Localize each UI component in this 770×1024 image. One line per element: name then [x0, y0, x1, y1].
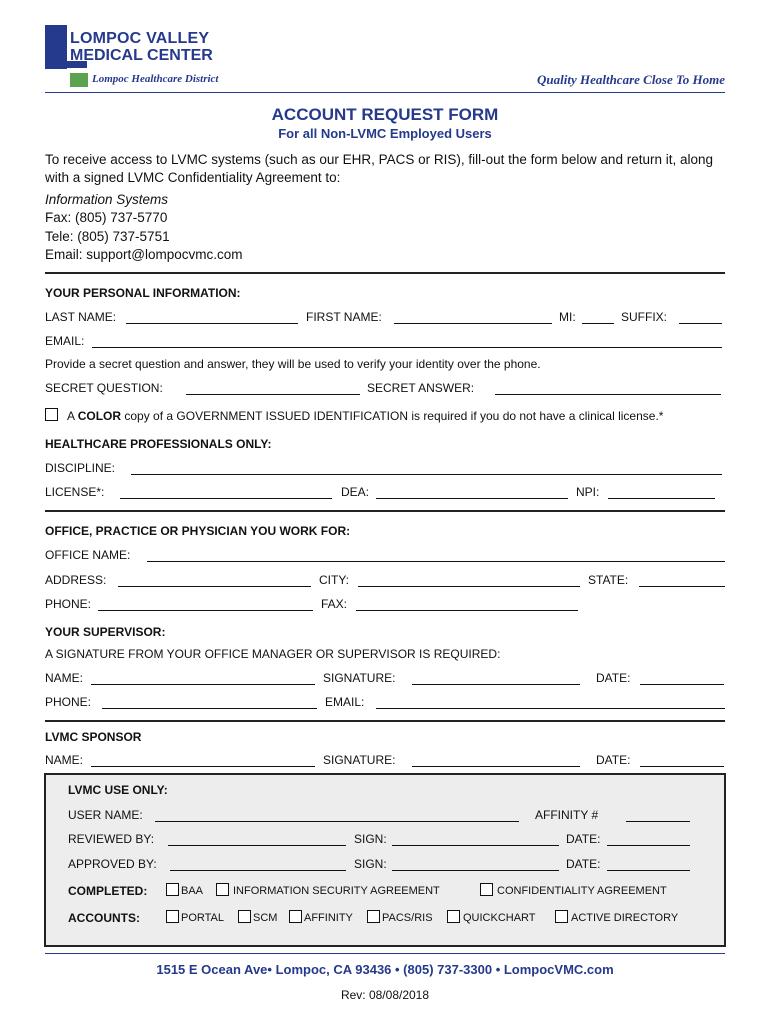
intro-text: To receive access to LVMC systems (such as our EHR, PACS or RIS), fill-out the form below and return it, along with a signed LVMC Confidentiality Agreement to: [45, 152, 713, 185]
secret-answer-label: SECRET ANSWER: [367, 381, 475, 395]
id-note-a: A [67, 409, 75, 423]
reviewed-by-label: REVIEWED BY: [68, 832, 155, 846]
last-name-label: LAST NAME: [45, 310, 117, 324]
quickchart-checkbox[interactable] [447, 910, 460, 923]
section-divider [45, 272, 725, 274]
last-name-field[interactable] [126, 323, 298, 324]
logo-line2: MEDICAL CENTER [70, 47, 213, 64]
page-subtitle: For all Non-LVMC Employed Users [278, 126, 492, 141]
supervisor-note: A SIGNATURE FROM YOUR OFFICE MANAGER OR SUPERVISOR IS REQUIRED: [45, 647, 501, 661]
address-label: ADDRESS: [45, 573, 107, 587]
approved-by-field[interactable] [170, 870, 346, 871]
first-name-field[interactable] [394, 323, 552, 324]
license-field[interactable] [120, 498, 332, 499]
footer-rule [45, 953, 725, 954]
sponsor-name-label: NAME: [45, 753, 84, 767]
section-healthcare-heading: HEALTHCARE PROFESSIONALS ONLY: [45, 437, 272, 451]
supervisor-name-field[interactable] [91, 684, 315, 685]
confidentiality-checkbox[interactable] [480, 883, 493, 896]
contact-email: Email: support@lompocvmc.com [45, 247, 243, 262]
city-label: CITY: [319, 573, 350, 587]
revision-date: Rev: 08/08/2018 [340, 988, 430, 1002]
sponsor-date-field[interactable] [640, 766, 724, 767]
discipline-field[interactable] [131, 474, 722, 475]
email-field[interactable] [92, 347, 722, 348]
reviewed-date-field[interactable] [607, 845, 690, 846]
supervisor-phone-field[interactable] [102, 708, 317, 709]
approved-date-field[interactable] [607, 870, 690, 871]
footer-address: 1515 E Ocean Ave• Lompoc, CA 93436 • (805) 737-3300 • LompocVMC.com [156, 962, 614, 977]
secret-question-label: SECRET QUESTION: [45, 381, 163, 395]
state-label: STATE: [588, 573, 629, 587]
sponsor-signature-label: SIGNATURE: [323, 753, 396, 767]
confidentiality-label: CONFIDENTIALITY AGREEMENT [497, 885, 667, 897]
supervisor-signature-label: SIGNATURE: [323, 671, 396, 685]
supervisor-signature-field[interactable] [412, 684, 580, 685]
office-name-label: OFFICE NAME: [45, 548, 131, 562]
section-personal-heading: YOUR PERSONAL INFORMATION: [45, 286, 241, 300]
active-directory-label: ACTIVE DIRECTORY [571, 912, 679, 924]
portal-checkbox[interactable] [166, 910, 179, 923]
dea-label: DEA: [341, 485, 370, 499]
supervisor-email-label: EMAIL: [325, 695, 365, 709]
license-label: LICENSE*: [45, 485, 105, 499]
approved-by-label: APPROVED BY: [68, 857, 157, 871]
mi-label: MI: [559, 310, 576, 324]
reviewed-sign-field[interactable] [392, 845, 559, 846]
user-name-label: USER NAME: [68, 808, 143, 822]
baa-checkbox[interactable] [166, 883, 179, 896]
affinity-field[interactable] [626, 821, 690, 822]
logo-green-block [70, 73, 88, 87]
secret-note: Provide a secret question and answer, they will be used to verify your identity over the phone. [45, 357, 541, 371]
active-directory-checkbox[interactable] [555, 910, 568, 923]
state-field[interactable] [639, 586, 725, 587]
info-security-label: INFORMATION SECURITY AGREEMENT [233, 885, 440, 897]
page-title: ACCOUNT REQUEST FORM [271, 105, 499, 124]
section-sponsor-heading: LVMC SPONSOR [45, 730, 142, 744]
affinity-label: AFFINITY # [535, 808, 599, 822]
contact-fax: Fax: (805) 737-5770 [45, 210, 168, 225]
baa-label: BAA [181, 885, 204, 897]
mi-field[interactable] [582, 323, 614, 324]
id-note-b: copy of a GOVERNMENT ISSUED IDENTIFICATION is required if you do not have a clinical license.* [124, 409, 664, 423]
suffix-label: SUFFIX: [621, 310, 668, 324]
logo-district: Lompoc Healthcare District [92, 73, 219, 85]
discipline-label: DISCIPLINE: [45, 461, 116, 475]
quickchart-label: QUICKCHART [463, 912, 536, 924]
id-note-color: COLOR [77, 409, 122, 423]
first-name-label: FIRST NAME: [306, 310, 382, 324]
reviewed-date-label: DATE: [566, 832, 601, 846]
completed-label: COMPLETED: [68, 884, 148, 898]
accounts-label: ACCOUNTS: [68, 911, 140, 925]
scm-label: SCM [253, 912, 278, 924]
sponsor-name-field[interactable] [91, 766, 315, 767]
suffix-field[interactable] [679, 323, 722, 324]
office-name-field[interactable] [147, 561, 725, 562]
id-copy-checkbox[interactable] [45, 408, 58, 421]
supervisor-name-label: NAME: [45, 671, 84, 685]
npi-label: NPI: [576, 485, 600, 499]
info-security-checkbox[interactable] [216, 883, 229, 896]
reviewed-sign-label: SIGN: [354, 832, 387, 846]
affinity-checkbox[interactable] [289, 910, 302, 923]
id-note [67, 409, 663, 423]
approved-date-label: DATE: [566, 857, 601, 871]
header-rule [45, 92, 725, 93]
email-label: EMAIL: [45, 334, 85, 348]
section-divider [45, 510, 725, 512]
secret-answer-field[interactable] [495, 394, 721, 395]
address-field[interactable] [118, 586, 311, 587]
npi-field[interactable] [608, 498, 715, 499]
portal-label: PORTAL [181, 912, 224, 924]
secret-question-field[interactable] [186, 394, 360, 395]
supervisor-date-field[interactable] [640, 684, 724, 685]
dea-field[interactable] [376, 498, 568, 499]
office-fax-label: FAX: [321, 597, 348, 611]
office-phone-label: PHONE: [45, 597, 92, 611]
user-name-field[interactable] [155, 821, 519, 822]
scm-checkbox[interactable] [238, 910, 251, 923]
use-only-heading: LVMC USE ONLY: [68, 783, 168, 797]
supervisor-date-label: DATE: [596, 671, 631, 685]
sponsor-signature-field[interactable] [412, 766, 580, 767]
affinity-account-label: AFFINITY [304, 912, 353, 924]
section-office-heading: OFFICE, PRACTICE OR PHYSICIAN YOU WORK FOR: [45, 524, 351, 538]
city-field[interactable] [358, 586, 580, 587]
tagline: Quality Healthcare Close To Home [536, 72, 725, 87]
logo-line1: LOMPOC VALLEY [70, 30, 210, 47]
contact-dept: Information Systems [45, 192, 169, 207]
approved-sign-field[interactable] [392, 870, 559, 871]
office-fax-field[interactable] [356, 610, 578, 611]
pacs-ris-label: PACS/RIS [382, 912, 433, 924]
reviewed-by-field[interactable] [168, 845, 346, 846]
sponsor-date-label: DATE: [596, 753, 631, 767]
section-supervisor-heading: YOUR SUPERVISOR: [45, 625, 166, 639]
approved-sign-label: SIGN: [354, 857, 387, 871]
supervisor-phone-label: PHONE: [45, 695, 92, 709]
office-phone-field[interactable] [98, 610, 313, 611]
section-divider [45, 720, 725, 722]
contact-tele: Tele: (805) 737-5751 [45, 229, 170, 244]
supervisor-email-field[interactable] [376, 708, 725, 709]
pacs-ris-checkbox[interactable] [367, 910, 380, 923]
